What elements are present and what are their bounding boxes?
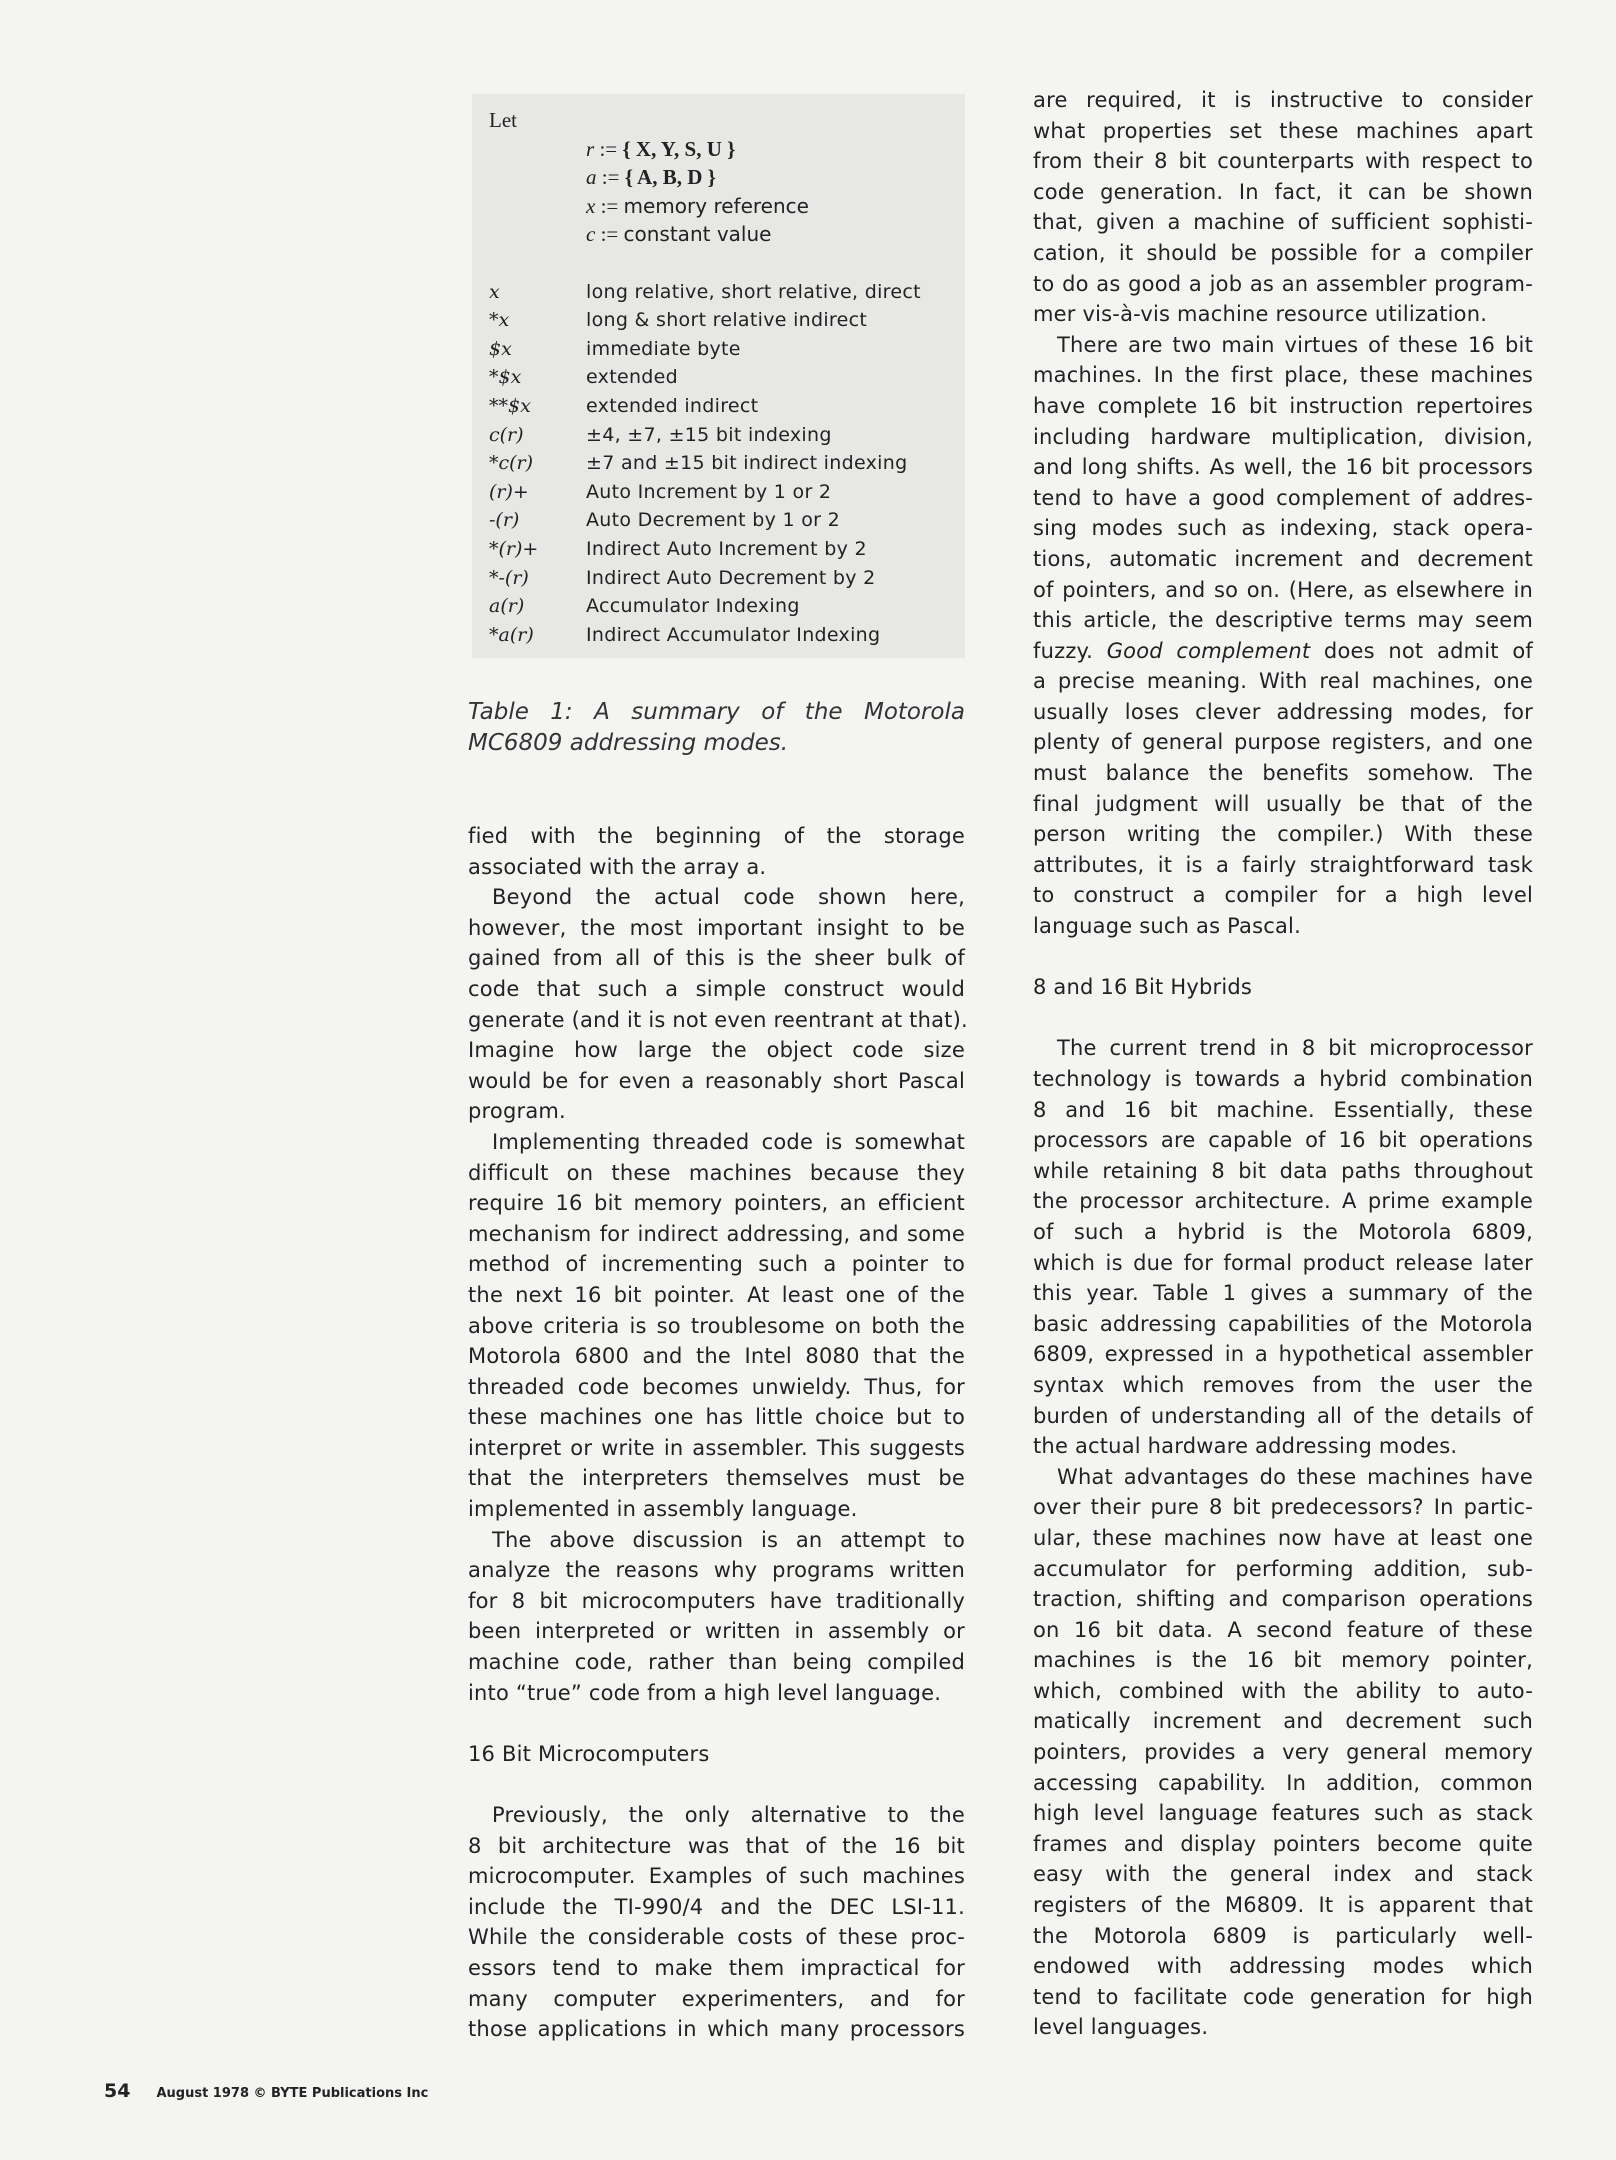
- text-line: processors are capable of 16 bit operations: [1033, 1128, 1533, 1153]
- text-line: cation, it should be possible for a compiler: [1033, 240, 1533, 265]
- text-line: 8 bit architecture was that of the 16 bit: [468, 1833, 965, 1858]
- text-line: tend to have a good complement of addres-: [1033, 485, 1533, 510]
- text-line: 8 and 16 bit machine. Essentially, these: [1033, 1097, 1533, 1122]
- definition-row: [586, 135, 735, 163]
- mode-syntax: -(r): [489, 509, 520, 532]
- text-run: fuzzy.: [1033, 638, 1107, 663]
- text-line: essors tend to make them impractical for: [468, 1955, 965, 1980]
- left-text-column: [468, 821, 968, 2045]
- text-line: that the interpreters themselves must be: [468, 1466, 965, 1491]
- text-line: the next 16 bit pointer. At least one of the: [468, 1282, 965, 1307]
- text-line: which, combined with the ability to auto-: [1033, 1678, 1533, 1703]
- text-line: machines is the 16 bit memory pointer,: [1033, 1648, 1533, 1673]
- assign-operator: :=: [594, 136, 623, 161]
- text-line: require 16 bit memory pointers, an efficient: [468, 1191, 965, 1216]
- page-footer: [104, 2080, 428, 2102]
- text-line: machines. In the first place, these machines: [1033, 363, 1533, 388]
- mode-description: extended indirect: [586, 395, 759, 417]
- mode-description: Accumulator Indexing: [586, 595, 800, 618]
- text-line: the Motorola 6809 is particularly well-: [1033, 1923, 1533, 1948]
- text-line: while retaining 8 bit data paths throughout: [1033, 1158, 1533, 1183]
- section-heading: 16 Bit Microcomputers: [468, 1741, 710, 1766]
- mode-syntax: $x: [489, 337, 512, 360]
- mode-description: ±4, ±7, ±15 bit indexing: [586, 423, 832, 446]
- mode-syntax: (r)+: [489, 480, 529, 503]
- mode-syntax: *-(r): [489, 566, 529, 589]
- text-line: include the TI-990/4 and the DEC LSI-11.: [468, 1894, 965, 1919]
- text-line: are required, it is instructive to consider: [1033, 88, 1533, 112]
- text-line: this year. Table 1 gives a summary of the: [1033, 1281, 1533, 1306]
- mode-syntax: c(r): [489, 423, 524, 446]
- definition-value: { A, B, D }: [624, 165, 716, 190]
- caption-line: MC6809 addressing modes.: [468, 730, 789, 756]
- text-line: above criteria is so troublesome on both the: [468, 1313, 965, 1338]
- mode-description: Indirect Auto Increment by 2: [586, 538, 867, 560]
- text-line: been interpreted or written in assembly or: [468, 1619, 965, 1644]
- text-line: machine code, rather than being compiled: [468, 1650, 965, 1675]
- caption-line: Table 1: A summary of the Motorola: [468, 699, 965, 725]
- definition-variable: r: [586, 136, 595, 161]
- assign-operator: :=: [595, 222, 624, 247]
- mode-description: Auto Increment by 1 or 2: [586, 480, 832, 503]
- text-line: plenty of general purpose registers, and one: [1033, 730, 1533, 755]
- mode-description: Indirect Auto Decrement by 2: [586, 566, 876, 589]
- text-line: to do as good a job as an assembler program-: [1033, 271, 1533, 296]
- text-line: gained from all of this is the sheer bulk of: [468, 946, 965, 971]
- text-line: those applications in which many processors: [468, 2017, 965, 2042]
- text-line: generate (and it is not even reentrant at that).: [468, 1007, 968, 1032]
- text-line: of pointers, and so on. (Here, as elsewhere in: [1033, 577, 1533, 602]
- text-line: a precise meaning. With real machines, one: [1033, 669, 1533, 694]
- mode-syntax: *$x: [489, 366, 522, 389]
- definition-value: memory reference: [623, 193, 809, 218]
- mode-description: long relative, short relative, direct: [586, 280, 921, 303]
- text-line: person writing the compiler.) With these: [1033, 822, 1533, 847]
- text-line: difficult on these machines because they: [468, 1160, 965, 1185]
- text-line: that, given a machine of sufficient sophisti-: [1033, 210, 1533, 235]
- text-line: pointers, provides a very general memory: [1033, 1740, 1533, 1765]
- text-line: technology is towards a hybrid combination: [1033, 1067, 1533, 1091]
- addressing-modes-table: [472, 94, 965, 658]
- mode-syntax: *c(r): [489, 452, 534, 475]
- text-line: from their 8 bit counterparts with respect to: [1033, 149, 1533, 174]
- paragraph: [468, 882, 968, 1127]
- text-line: program.: [468, 1099, 566, 1124]
- text-line: associated with the array a.: [468, 854, 767, 879]
- text-line: this article, the descriptive terms may seem: [1033, 608, 1533, 633]
- text-line: on 16 bit data. A second feature of these: [1033, 1617, 1533, 1642]
- mode-description: ±7 and ±15 bit indirect indexing: [586, 452, 908, 475]
- paragraph: [468, 1525, 965, 1709]
- mode-description: extended: [586, 366, 678, 389]
- text-line: mechanism for indirect addressing, and some: [468, 1221, 965, 1246]
- text-line: accumulator for performing addition, sub-: [1033, 1556, 1533, 1581]
- text-line: would be for even a reasonably short Pascal: [468, 1068, 965, 1093]
- paragraph: [1033, 1462, 1533, 2043]
- mode-syntax: a(r): [489, 595, 525, 618]
- text-line: many computer experimenters, and for: [468, 1986, 965, 2011]
- text-line: which is due for formal product release later: [1033, 1250, 1533, 1275]
- definition-value: { X, Y, S, U }: [622, 136, 736, 161]
- mode-syntax: *x: [489, 309, 510, 332]
- mode-description: immediate byte: [586, 337, 741, 360]
- mode-description: long & short relative indirect: [586, 309, 868, 332]
- text-line: endowed with addressing modes which: [1033, 1954, 1533, 1979]
- text-line: including hardware multiplication, division,: [1033, 424, 1533, 449]
- text-line: have complete 16 bit instruction repertoires: [1033, 393, 1533, 418]
- text-line: tions, automatic increment and decrement: [1033, 546, 1533, 571]
- text-line: frames and display pointers become quite: [1033, 1831, 1533, 1856]
- text-line: mer vis-à-vis machine resource utilization.: [1033, 302, 1488, 327]
- paragraph: [468, 821, 965, 882]
- text-run: does not admit of: [1310, 638, 1533, 663]
- paragraph: [468, 1127, 965, 1525]
- mode-syntax: x: [489, 280, 500, 303]
- text-line: accessing capability. In addition, common: [1033, 1770, 1533, 1795]
- page-number: 54: [104, 2080, 131, 2102]
- text-line: must balance the benefits somehow. The: [1033, 761, 1533, 786]
- text-line: threaded code becomes unwieldy. Thus, for: [468, 1374, 965, 1399]
- text-line: ular, these machines now have at least one: [1033, 1525, 1533, 1550]
- text-line: matically increment and decrement such: [1033, 1709, 1533, 1734]
- definition-value: constant value: [623, 222, 772, 247]
- definition-variable: x: [586, 193, 596, 218]
- text-line: the processor architecture. A prime example: [1033, 1189, 1533, 1214]
- text-line: level languages.: [1033, 2015, 1209, 2040]
- text-line: Previously, the only alternative to the: [492, 1803, 965, 1827]
- text-line: Implementing threaded code is somewhat: [492, 1129, 965, 1154]
- definition-row: [586, 163, 716, 191]
- mode-description: Auto Decrement by 1 or 2: [586, 509, 840, 532]
- definition-variable: a: [586, 165, 597, 190]
- text-line: microcomputer. Examples of such machines: [468, 1864, 965, 1889]
- text-line: basic addressing capabilities of the Motorola: [1033, 1311, 1533, 1336]
- paragraph: [1033, 85, 1533, 330]
- text-line: analyze the reasons why programs written: [468, 1558, 965, 1583]
- definition-row: [586, 220, 771, 248]
- text-line: Motorola 6800 and the Intel 8080 that the: [468, 1344, 965, 1369]
- text-line: sing modes such as indexing, stack opera-: [1033, 516, 1533, 541]
- text-line: of such a hybrid is the Motorola 6809,: [1033, 1219, 1533, 1244]
- text-line: what properties set these machines apart: [1033, 118, 1533, 143]
- text-line: registers of the M6809. It is apparent that: [1033, 1893, 1533, 1918]
- text-line: What advantages do these machines have: [1057, 1464, 1533, 1489]
- paragraph: [468, 1800, 965, 2045]
- text-line: to construct a compiler for a high level: [1033, 883, 1533, 908]
- mode-description: Indirect Accumulator Indexing: [586, 623, 881, 646]
- assign-operator: :=: [595, 193, 624, 218]
- text-line: attributes, it is a fairly straightforward task: [1033, 852, 1533, 877]
- copyright-credit: August 1978 © BYTE Publications Inc: [156, 2086, 429, 2101]
- text-line: and long shifts. As well, the 16 bit processors: [1033, 455, 1533, 480]
- emphasis-text: Good complement: [1106, 638, 1311, 663]
- text-line: implemented in assembly language.: [468, 1497, 858, 1522]
- text-line: the actual hardware addressing modes.: [1033, 1434, 1458, 1459]
- text-line: easy with the general index and stack: [1033, 1862, 1533, 1887]
- text-line: into “true” code from a high level language.: [468, 1680, 942, 1705]
- definition-row: [586, 192, 809, 220]
- text-line: Beyond the actual code shown here,: [492, 885, 965, 910]
- mode-syntax: *(r)+: [489, 538, 539, 560]
- mode-syntax: **$x: [489, 395, 531, 417]
- text-line: for 8 bit microcomputers have traditionally: [468, 1588, 965, 1613]
- definition-variable: c: [586, 222, 596, 247]
- table-caption: [468, 697, 965, 759]
- text-line: these machines one has little choice but to: [468, 1405, 965, 1430]
- text-line: Imagine how large the object code size: [468, 1038, 965, 1063]
- text-line: high level language features such as stack: [1033, 1801, 1533, 1826]
- paragraph: [1033, 330, 1533, 942]
- text-line: traction, shifting and comparison operations: [1033, 1587, 1533, 1612]
- text-line: [1033, 636, 1533, 667]
- text-line: final judgment will usually be that of the: [1033, 791, 1533, 816]
- right-text-column: [1033, 85, 1533, 2043]
- text-line: The current trend in 8 bit microprocessor: [1057, 1036, 1533, 1061]
- text-line: burden of understanding all of the details of: [1033, 1403, 1533, 1428]
- text-line: syntax which removes from the user the: [1033, 1372, 1533, 1397]
- text-line: code that such a simple construct would: [468, 976, 965, 1001]
- text-line: code generation. In fact, it can be shown: [1033, 179, 1533, 204]
- text-line: The above discussion is an attempt to: [492, 1527, 965, 1552]
- assign-operator: :=: [596, 165, 625, 190]
- section-heading: 8 and 16 Bit Hybrids: [1033, 975, 1253, 1000]
- text-line: usually loses clever addressing modes, for: [1033, 699, 1533, 724]
- paragraph: [1033, 1033, 1533, 1461]
- text-line: interpret or write in assembler. This suggests: [468, 1435, 965, 1460]
- text-line: fied with the beginning of the storage: [468, 824, 965, 848]
- text-line: language such as Pascal.: [1033, 914, 1301, 939]
- text-line: method of incrementing such a pointer to: [468, 1252, 965, 1277]
- mode-syntax: *a(r): [489, 623, 534, 646]
- text-line: While the considerable costs of these proc-: [468, 1925, 965, 1950]
- text-line: tend to facilitate code generation for high: [1033, 1984, 1533, 2009]
- table-let-label: Let: [489, 108, 517, 132]
- text-line: over their pure 8 bit predecessors? In partic-: [1033, 1495, 1533, 1520]
- text-line: however, the most important insight to be: [468, 915, 965, 940]
- text-line: 6809, expressed in a hypothetical assembler: [1033, 1342, 1533, 1367]
- text-line: There are two main virtues of these 16 bit: [1057, 332, 1533, 357]
